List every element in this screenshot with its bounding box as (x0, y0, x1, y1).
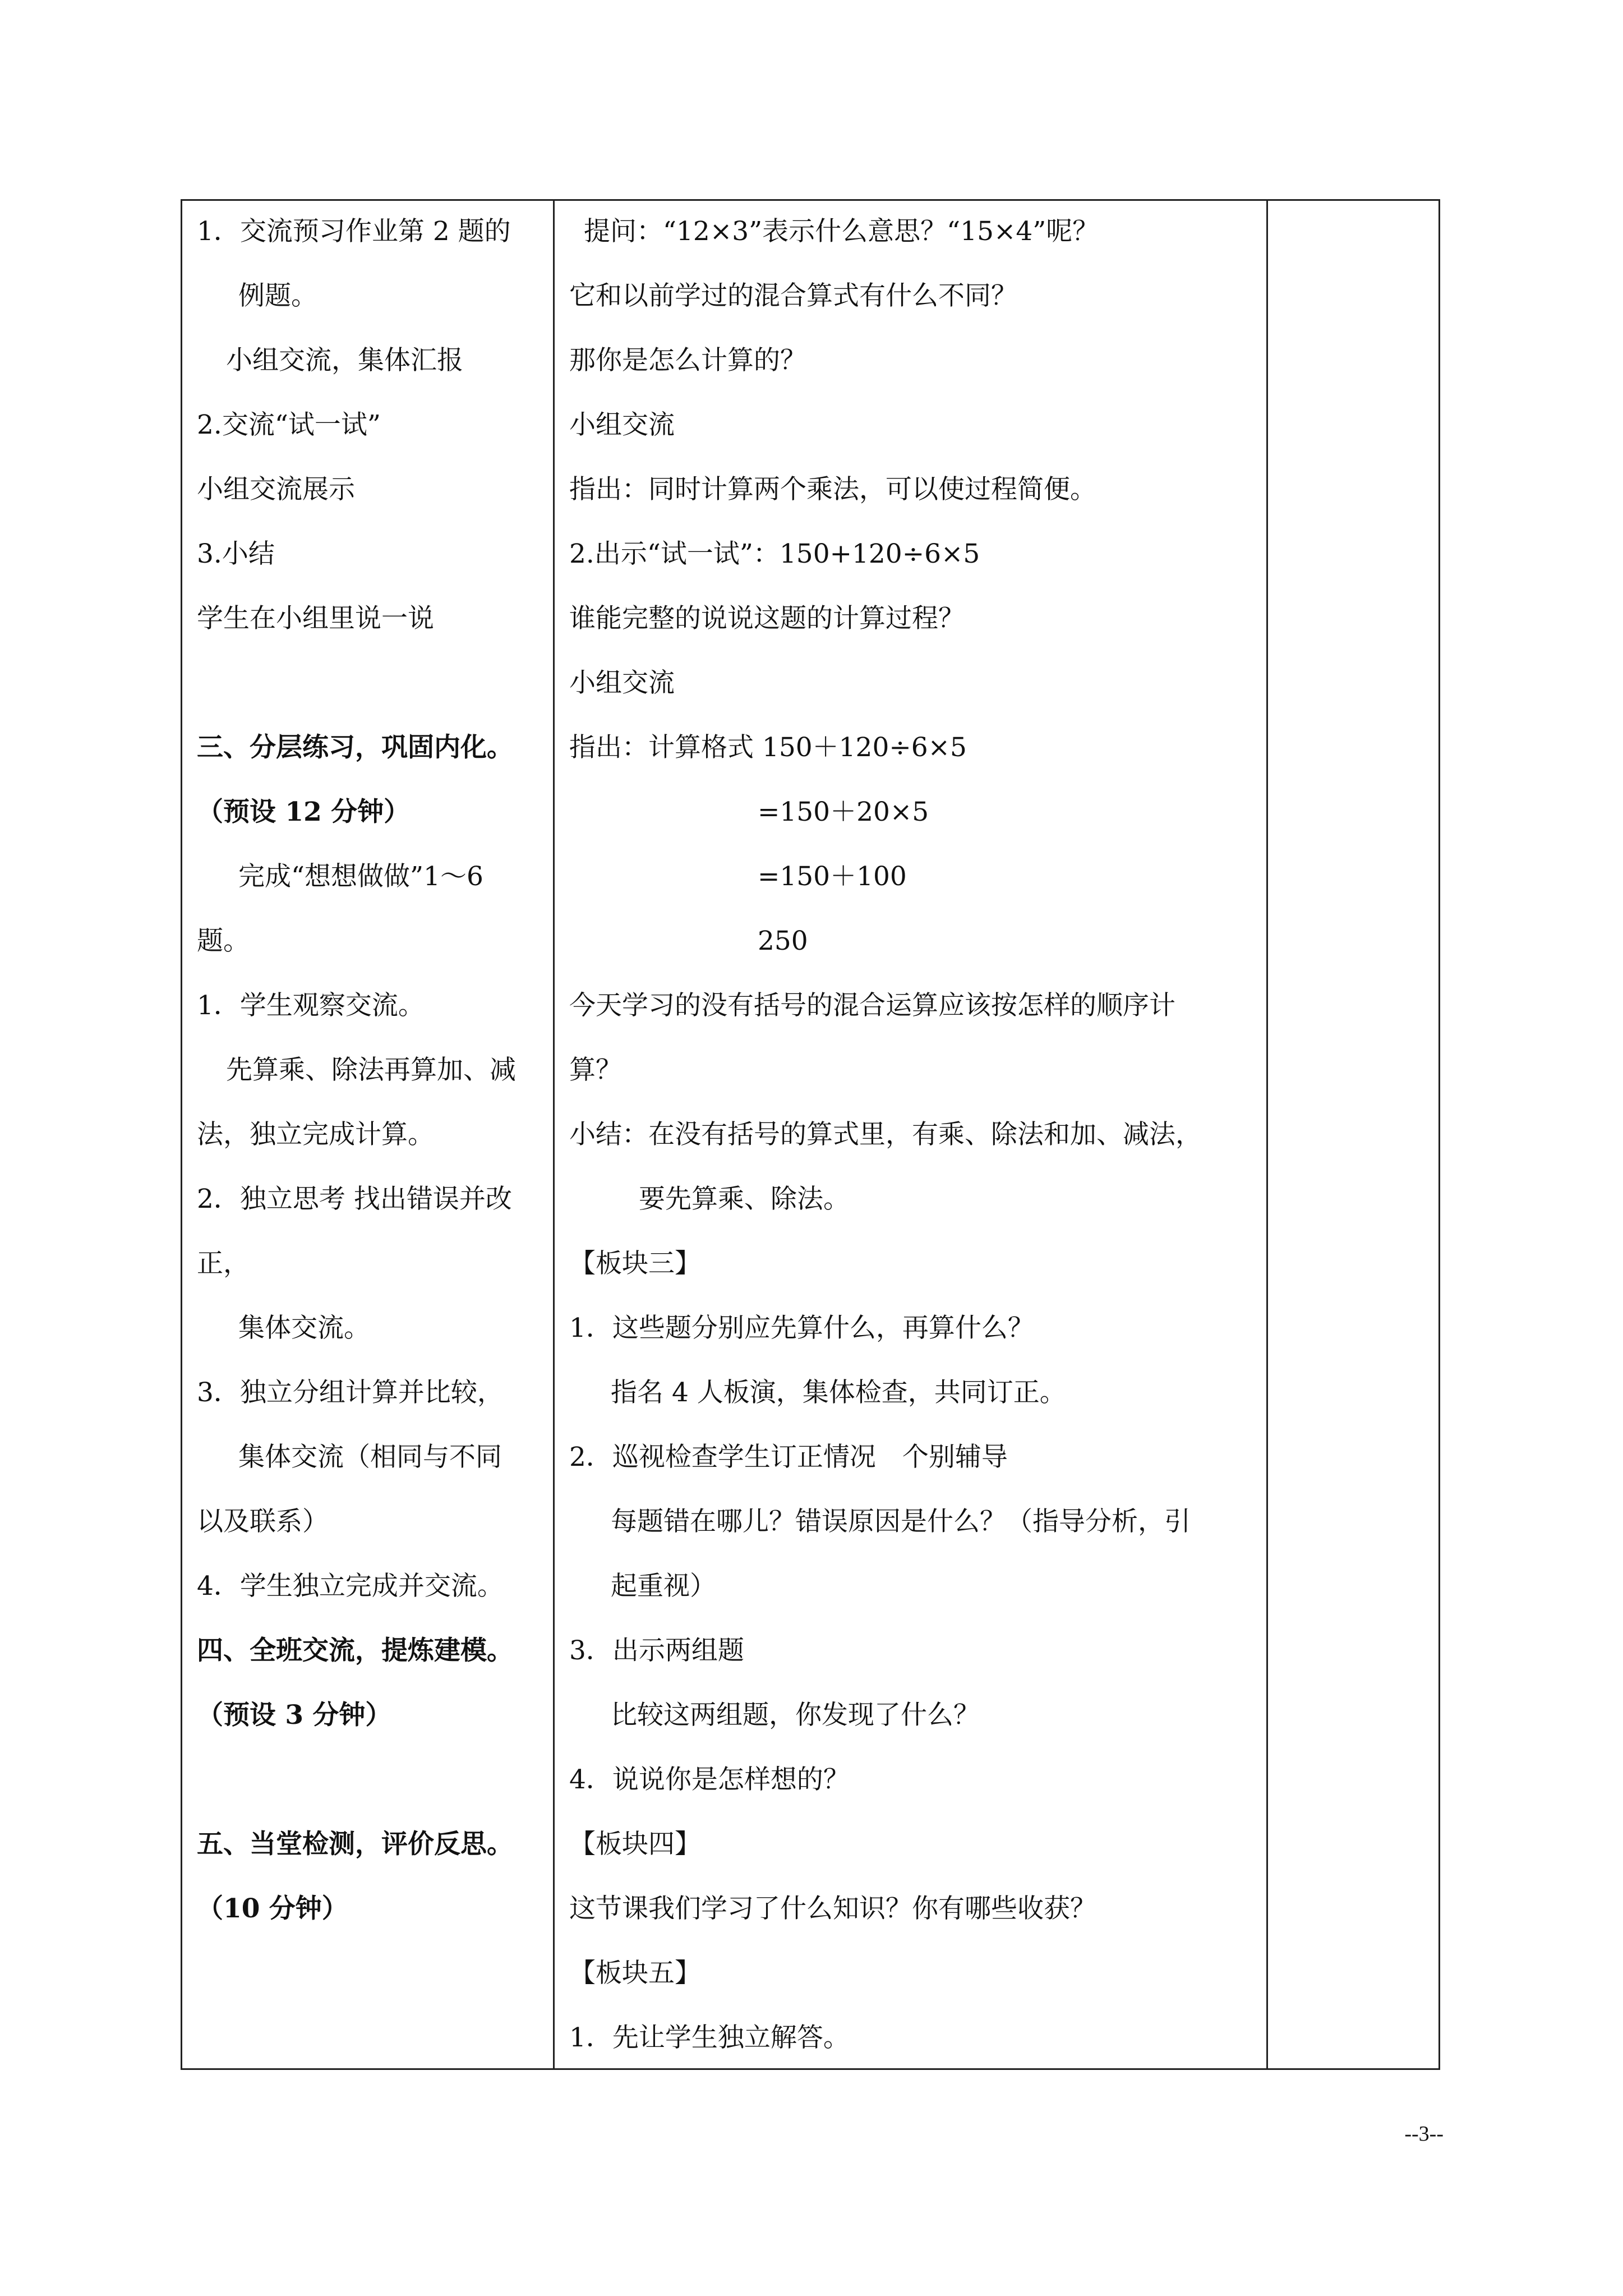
section-duration: （10 分钟） (197, 1893, 348, 1924)
notes-column (1268, 201, 1438, 2068)
left-line: 以及联系） (197, 1506, 329, 1537)
left-line: 2.交流“试一试” (197, 409, 381, 440)
block-heading: 【板块三】 (569, 1248, 701, 1279)
mid-line: 谁能完整的说说这题的计算过程？ (569, 603, 965, 634)
left-line: 1．学生观察交流。 (197, 990, 425, 1021)
left-line: 集体交流（相同与不同 (238, 1442, 502, 1473)
mid-line: 指名 4 人板演，集体检查，共同订正。 (611, 1377, 1066, 1408)
mid-line: 提问：“12×3”表示什么意思？“15×4”呢？ (584, 216, 1099, 247)
lesson-plan-table (181, 199, 1440, 2070)
mid-line: 算？ (569, 1055, 622, 1085)
block-heading: 【板块四】 (569, 1829, 701, 1860)
mid-line: 1．这些题分别应先算什么，再算什么？ (569, 1313, 1034, 1343)
left-line: 题。 (197, 926, 250, 956)
mid-line: 2．巡视检查学生订正情况 个别辅导 (569, 1442, 1008, 1473)
left-line: 小组交流，集体汇报 (226, 345, 463, 376)
left-line: 法，独立完成计算。 (197, 1119, 434, 1150)
section-duration: （预设 3 分钟） (197, 1700, 392, 1731)
left-line: 正， (197, 1248, 250, 1279)
mid-line: 2.出示“试一试”：150+120÷6×5 (569, 539, 980, 569)
left-line: 2．独立思考 找出错误并改 (197, 1184, 512, 1214)
section-heading: 四、全班交流，提炼建模。 (197, 1635, 513, 1666)
teacher-activity-column (555, 201, 1268, 2068)
mid-line: 指出：计算格式 150＋120÷6×5 (569, 732, 967, 763)
mid-line: 今天学习的没有括号的混合运算应该按怎样的顺序计 (569, 990, 1175, 1021)
left-line: 完成“想想做做”1～6 (238, 861, 483, 892)
calculation-step: =150＋20×5 (758, 797, 929, 827)
mid-line: 指出：同时计算两个乘法，可以使过程简便。 (569, 474, 1096, 505)
left-line: 4．学生独立完成并交流。 (197, 1571, 504, 1602)
calculation-step: 250 (758, 926, 808, 956)
left-line: 小组交流展示 (197, 474, 355, 505)
mid-line: 它和以前学过的混合算式有什么不同？ (569, 280, 1017, 311)
mid-line: 小组交流 (569, 409, 675, 440)
left-line: 学生在小组里说一说 (197, 603, 434, 634)
block-heading: 【板块五】 (569, 1958, 701, 1989)
mid-line: 每题错在哪儿？错误原因是什么？（指导分析，引 (611, 1506, 1191, 1537)
student-activity-column (182, 201, 555, 2068)
mid-line: 4．说说你是怎样想的？ (569, 1764, 850, 1795)
left-line: 3.小结 (197, 539, 275, 569)
mid-line: 起重视） (611, 1571, 716, 1602)
section-duration: （预设 12 分钟） (197, 797, 411, 827)
section-heading: 三、分层练习，巩固内化。 (197, 732, 513, 763)
mid-line: 要先算乘、除法。 (639, 1184, 850, 1214)
left-line: 3．独立分组计算并比较， (197, 1377, 504, 1408)
mid-line: 比较这两组题，你发现了什么？ (611, 1700, 980, 1731)
left-line: 1．交流预习作业第 2 题的 (197, 216, 511, 247)
page-number: --3-- (1404, 2122, 1444, 2146)
mid-line: 小组交流 (569, 668, 675, 698)
left-line: 集体交流。 (238, 1313, 370, 1343)
left-line: 先算乘、除法再算加、减 (226, 1055, 516, 1085)
section-heading: 五、当堂检测，评价反思。 (197, 1829, 513, 1860)
left-line: 例题。 (238, 280, 317, 311)
calculation-step: =150＋100 (758, 861, 907, 892)
mid-line: 小结：在没有括号的算式里，有乘、除法和加、减法， (569, 1119, 1202, 1150)
mid-line: 3．出示两组题 (569, 1635, 744, 1666)
mid-line: 那你是怎么计算的？ (569, 345, 806, 376)
mid-line: 这节课我们学习了什么知识？你有哪些收获？ (569, 1893, 1096, 1924)
mid-line: 1．先让学生独立解答。 (569, 2022, 850, 2053)
